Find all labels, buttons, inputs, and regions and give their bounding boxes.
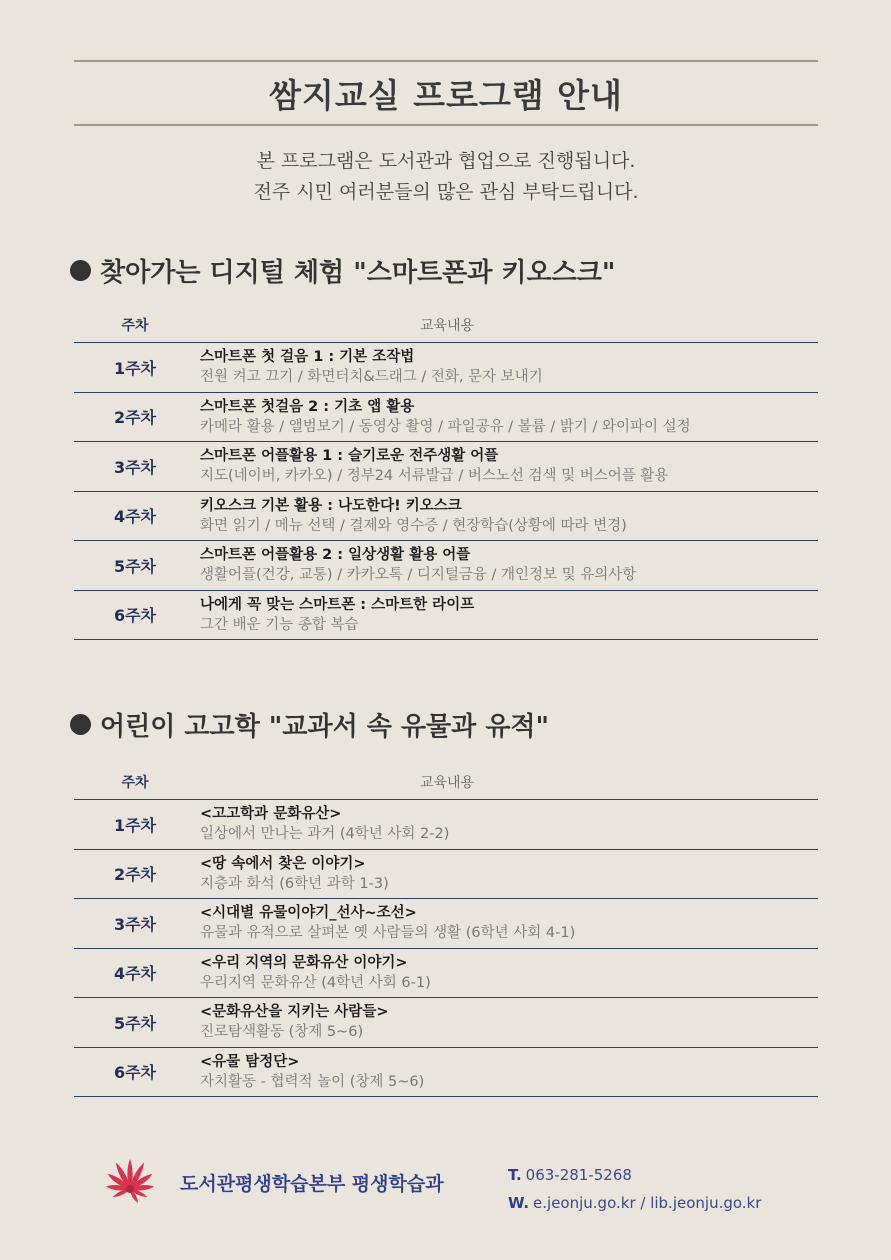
organization-name: 도서관평생학습본부 평생학습과: [180, 1173, 444, 1195]
website-links[interactable]: e.jeonju.go.kr / lib.jeonju.go.kr: [533, 1194, 762, 1212]
section-title-text: 찾아가는 디지털 체험 "스마트폰과 키오스크": [100, 257, 616, 288]
table-header: [74, 765, 818, 800]
table-row: [74, 541, 818, 591]
content-detail: 지도(네이버, 카카오) / 정부24 서류발급 / 버스노선 검색 및 버스어플 활용: [200, 468, 669, 485]
content-title: 스마트폰 어플활용 2 : 일상생활 활용 어플: [200, 547, 471, 564]
content-detail: 유물과 유적으로 살펴본 옛 사람들의 생활 (6학년 사회 4-1): [200, 925, 576, 942]
section-title: [70, 250, 818, 290]
table-row: [74, 343, 818, 393]
content-title: 키오스크 기본 활용 : 나도한다! 키오스크: [200, 497, 462, 514]
content-detail: 화면 읽기 / 메뉴 선택 / 결제와 영수증 / 현장학습(상황에 따라 변경): [200, 517, 627, 534]
content-detail: 그간 배운 기능 종합 복습: [200, 616, 359, 633]
table-row: [74, 899, 818, 949]
intro-line: 본 프로그램은 도서관과 협업으로 진행됩니다.: [256, 150, 636, 172]
week-cell: 6주차: [113, 606, 157, 626]
content-detail: 일상에서 만나는 과거 (4학년 사회 2-2): [200, 826, 450, 843]
header-week: 주차: [121, 775, 149, 791]
section-title-text: 어린이 고고학 "교과서 속 유물과 유적": [100, 711, 550, 742]
header-content: 교육내용: [419, 775, 475, 791]
content-title: <땅 속에서 찾은 이야기>: [200, 855, 366, 872]
section-archaeology: [74, 704, 818, 1090]
content-title: 스마트폰 어플활용 1 : 슬기로운 전주생활 어플: [200, 448, 499, 465]
content-title: <우리 지역의 문화유산 이야기>: [200, 954, 408, 971]
table-row: [74, 998, 818, 1048]
week-cell: 2주차: [113, 408, 157, 428]
week-cell: 5주차: [113, 1013, 157, 1033]
week-cell: 2주차: [113, 865, 157, 885]
section-title: [70, 704, 818, 744]
intro-text: [74, 146, 818, 208]
content-detail: 카메라 활용 / 앨범보기 / 동영상 촬영 / 파일공유 / 볼륨 / 밝기 / 와이파이 설정: [200, 418, 691, 435]
week-cell: 3주차: [113, 914, 157, 934]
schedule-table: [74, 308, 818, 640]
table-row: [74, 442, 818, 492]
week-cell: 4주차: [113, 964, 157, 984]
table-row: [74, 850, 818, 900]
section-digital: [74, 250, 818, 633]
week-cell: 3주차: [113, 457, 157, 477]
content-title: <문화유산을 지키는 사람들>: [200, 1004, 389, 1021]
header-content: 교육내용: [419, 318, 475, 334]
content-detail: 자치활동 - 협력적 놀이 (창제 5~6): [200, 1073, 425, 1090]
content-title: 스마트폰 첫걸음 2 : 기초 앱 활용: [200, 398, 415, 415]
content-detail: 우리지역 문화유산 (4학년 사회 6-1): [200, 974, 431, 991]
week-cell: 6주차: [113, 1063, 157, 1083]
content-detail: 생활어플(건강, 교통) / 카카오톡 / 디지털금융 / 개인정보 및 유의사항: [200, 567, 637, 584]
week-cell: 1주차: [113, 358, 157, 378]
table-row: [74, 1048, 818, 1098]
content-title: 스마트폰 첫 걸음 1 : 기본 조작법: [200, 349, 415, 366]
footer: [100, 1155, 800, 1215]
content-title: <고고학과 문화유산>: [200, 806, 342, 823]
intro-line: 전주 시민 여러분들의 많은 관심 부탁드립니다.: [253, 181, 639, 203]
content-detail: 진로탐색활동 (창제 5~6): [200, 1024, 364, 1041]
week-cell: 4주차: [113, 507, 157, 527]
content-detail: 지층과 화석 (6학년 과학 1-3): [200, 875, 389, 892]
table-row: [74, 949, 818, 999]
schedule-table: [74, 765, 818, 1097]
flower-logo-icon: [100, 1155, 160, 1211]
table-header: [74, 308, 818, 343]
web-label: W.: [508, 1194, 530, 1212]
table-row: [74, 393, 818, 443]
week-cell: 5주차: [113, 556, 157, 576]
table-row: [74, 800, 818, 850]
header-week: 주차: [121, 318, 149, 334]
contact-info: [508, 1161, 761, 1217]
table-row: [74, 591, 818, 641]
phone-number: 063-281-5268: [525, 1166, 632, 1184]
page-title: 쌈지교실 프로그램 안내: [269, 75, 623, 115]
content-detail: 전원 켜고 끄기 / 화면터치&드래그 / 전화, 문자 보내기: [200, 369, 543, 386]
week-cell: 1주차: [113, 815, 157, 835]
content-title: <유물 탐정단>: [200, 1053, 300, 1070]
content-title: 나에게 꼭 맞는 스마트폰 : 스마트한 라이프: [200, 596, 475, 613]
table-row: [74, 492, 818, 542]
content-title: <시대별 유물이야기_선사~조선>: [200, 905, 417, 922]
title-banner: [74, 60, 818, 126]
tel-label: T.: [508, 1166, 522, 1184]
bullet-icon: [70, 714, 91, 735]
bullet-icon: [70, 260, 91, 281]
